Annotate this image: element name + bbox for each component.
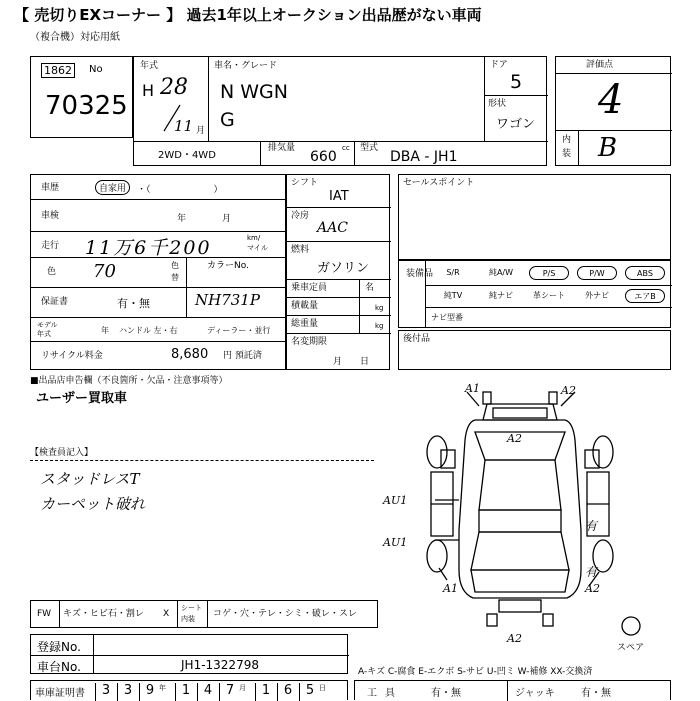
equipment-option: 純A/W — [488, 268, 514, 277]
post-install-box — [398, 330, 671, 370]
certificate-digit: 9 — [139, 683, 160, 701]
capacity-unit: 名 — [365, 283, 375, 293]
year-label: 年式 — [140, 61, 159, 71]
shape-value: ワゴン — [496, 117, 536, 132]
history-box — [30, 174, 286, 370]
grade-label: 評価点 — [586, 60, 614, 70]
damage-mark: A2 — [507, 432, 522, 445]
model-year-label-1: モデル — [37, 321, 58, 329]
tools-box — [354, 680, 671, 700]
fuel-value: ガソリン — [317, 261, 370, 276]
certificate-digit: 1 — [175, 683, 196, 701]
warranty-label: 保証書 — [41, 297, 69, 307]
chassis-label: 車台No. — [37, 660, 81, 674]
damage-mark: A1 — [443, 582, 458, 595]
model-value: DBA - JH1 — [390, 149, 458, 165]
displacement-unit: cc — [342, 144, 350, 152]
inspection-label: 車検 — [41, 211, 60, 221]
drive-value: 2WD・4WD — [158, 150, 216, 161]
certificate-digits — [95, 681, 345, 701]
equipment-label-1: 装備品 — [406, 269, 434, 279]
history-rest: ・（ ） — [137, 185, 223, 195]
handle-value: ハンドル 左・右 — [119, 326, 178, 335]
warranty-value: 有・無 — [117, 297, 150, 310]
color-label: 色 — [47, 267, 57, 277]
equipment-option: エアB — [625, 289, 665, 303]
damage-mark: 有 — [585, 519, 598, 533]
sales-point-label: セールスポイント — [403, 178, 475, 188]
registration-box — [30, 634, 348, 674]
equipment-box — [398, 260, 671, 328]
interior-score: B — [598, 133, 618, 163]
fw-label: FW — [37, 609, 52, 619]
jack-label: ジャッキ — [515, 688, 555, 699]
certificate-unit: 年 — [159, 684, 166, 692]
damage-mark: A2 — [585, 582, 600, 595]
history-label: 車歴 — [41, 183, 60, 193]
certificate-label: 車庫証明書 — [35, 688, 85, 699]
vehicle-box — [133, 56, 547, 166]
mileage-value: 11万6千200 — [85, 237, 212, 259]
inspector-label: 【検査員記入】 — [30, 448, 94, 458]
certificate-digit: 3 — [117, 683, 138, 701]
exhibitor-note: ユーザー買取車 — [36, 391, 128, 406]
certificate-digit: 3 — [95, 683, 116, 701]
exhibitor-label: ■出品店申告欄（不良箇所・欠品・注意事項等） — [30, 376, 228, 386]
ac-value: AAC — [317, 220, 348, 236]
shape-label: 形状 — [488, 99, 507, 109]
equipment-option: P/W — [577, 266, 617, 280]
fw-value: キズ・ヒビ石・割レ — [63, 609, 144, 619]
fw-circle: X — [163, 609, 170, 619]
name-label: 車名・グレード — [214, 61, 278, 71]
shift-value: IAT — [329, 189, 349, 204]
equipment-option: 外ナビ — [585, 291, 609, 300]
interior-label-2: 装 — [562, 149, 572, 159]
displacement-label: 排気量 — [268, 143, 296, 153]
header-banner: 【 売切りEXコーナー 】 過去1年以上オークション出品歴がない車両 — [14, 6, 482, 24]
lot-box — [30, 56, 133, 138]
jack-value: 有・無 — [581, 688, 611, 699]
damage-mark: A2 — [561, 384, 576, 397]
spare-label: スペア — [617, 643, 645, 653]
car-grade: G — [220, 109, 235, 131]
equipment-option: P/S — [529, 266, 569, 280]
damage-legend: A-キズ C-腐食 E-エクボ S-サビ U-凹ミ W-補修 XX-交換済 — [358, 667, 593, 677]
model-year-unit: 年 — [101, 326, 109, 335]
equipment-row-2 — [429, 289, 669, 305]
model-year-label-2: 年式 — [37, 330, 51, 338]
recycle-unit: 円 預託済 — [223, 351, 262, 361]
mileage-label: 走行 — [41, 241, 60, 251]
sales-point-box — [398, 174, 671, 260]
mileage-unit-1: km/ — [247, 234, 261, 242]
load-unit: kg — [375, 304, 384, 312]
displacement-value: 660 — [310, 149, 337, 165]
door-label: ドア — [490, 60, 508, 70]
certificate-unit: 月 — [239, 684, 246, 692]
form-subnote: （複合機）対応用紙 — [30, 32, 120, 43]
equipment-option: 革シート — [533, 291, 565, 300]
certificate-unit: 日 — [319, 684, 326, 692]
seat-label-1: シート — [181, 604, 202, 612]
certificate-digit: 1 — [255, 683, 276, 701]
recycle-label: リサイクル料金 — [41, 351, 103, 361]
model-label: 型式 — [360, 143, 379, 153]
interior-label-1: 内 — [562, 135, 572, 145]
fuel-label: 燃料 — [291, 245, 310, 255]
year-value: 28 — [160, 75, 188, 100]
car-name: N WGN — [220, 81, 288, 103]
doors-value: 5 — [510, 71, 523, 93]
era: H — [142, 81, 155, 100]
month-value: 11 — [174, 117, 194, 135]
grade-score: 4 — [598, 77, 624, 123]
inspection-value: 年 月 — [177, 214, 232, 224]
certificate-digit: 5 — [299, 683, 320, 701]
shift-label: シフト — [291, 178, 319, 188]
car-diagram — [383, 380, 655, 653]
registration-label: 登録No. — [37, 640, 81, 654]
spec-box — [286, 174, 390, 370]
colorno-label: カラーNo. — [207, 261, 249, 271]
damage-mark: A2 — [507, 632, 522, 645]
chassis-value: JH1-1322798 — [181, 658, 259, 672]
grade-box — [555, 56, 671, 166]
name-change-value: 月 日 — [333, 357, 370, 367]
equipment-option: 純ナビ — [489, 291, 513, 300]
lot-number: 70325 — [45, 91, 128, 121]
history-value: 自家用 — [95, 180, 130, 195]
damage-mark: 有 — [585, 565, 598, 579]
dealer-value: ディーラー・並行 — [207, 326, 271, 335]
color-value: 70 — [93, 261, 116, 282]
color-change-2: 替 — [171, 273, 179, 282]
fw-box — [30, 600, 378, 628]
certificate-digit: 6 — [277, 683, 298, 701]
tools-value: 有・無 — [431, 688, 461, 699]
equipment-option: ABS — [625, 266, 665, 280]
certificate-box — [30, 680, 348, 700]
color-change-1: 色 — [171, 261, 179, 270]
navi-label: ナビ型番 — [431, 313, 463, 322]
gross-unit: kg — [375, 322, 384, 330]
equipment-option: S/R — [446, 268, 460, 277]
lot-tag: 1862 — [41, 63, 75, 78]
month-unit: 月 — [196, 126, 206, 136]
equipment-option: 純TV — [443, 291, 463, 300]
recycle-value: 8,680 — [171, 347, 209, 362]
post-install-label: 後付品 — [403, 334, 431, 344]
name-change-label: 名変期限 — [291, 337, 328, 347]
inspector-line-1: スタッドレスT — [40, 470, 140, 488]
damage-mark: A1 — [465, 382, 480, 395]
tools-label: 工具 — [367, 688, 403, 699]
certificate-digit: 7 — [219, 683, 240, 701]
seat-value: コゲ・穴・テレ・シミ・破レ・スレ — [213, 609, 357, 619]
capacity-label: 乗車定員 — [291, 283, 328, 293]
damage-mark: AU1 — [383, 536, 408, 549]
ac-label: 冷房 — [291, 211, 310, 221]
damage-mark: AU1 — [383, 494, 408, 507]
certificate-digit: 4 — [197, 683, 218, 701]
equipment-row-1 — [429, 266, 669, 282]
gross-label: 総重量 — [291, 319, 319, 329]
seat-label-2: 内装 — [181, 615, 195, 623]
inspector-line-2: カーペット破れ — [40, 495, 146, 513]
mileage-unit-2: マイル — [247, 244, 268, 252]
lot-tag-suffix: No — [89, 64, 103, 75]
colorno-value: NH731P — [195, 291, 260, 309]
load-label: 積載量 — [291, 301, 319, 311]
